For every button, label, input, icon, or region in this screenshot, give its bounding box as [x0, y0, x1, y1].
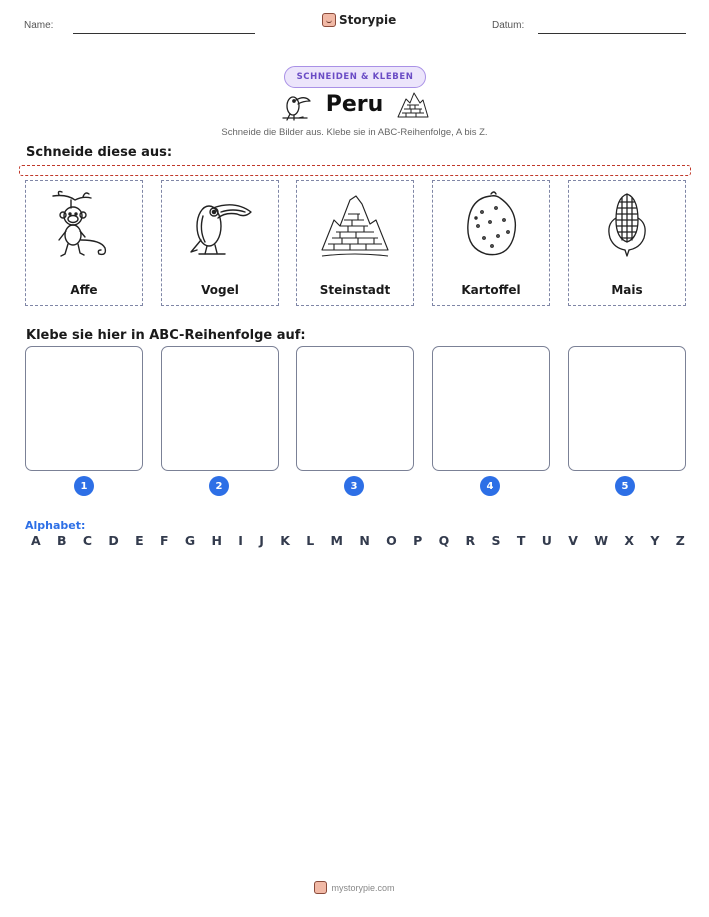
alphabet-letter: I	[238, 533, 243, 548]
footer	[0, 881, 709, 894]
paste-slot-5[interactable]	[568, 346, 686, 471]
cut-line	[19, 165, 691, 176]
alphabet-letter: R	[465, 533, 476, 548]
cut-section-heading: Schneide diese aus:	[26, 145, 173, 160]
alphabet-letter: M	[330, 533, 343, 548]
card-label: Mais	[611, 283, 643, 297]
paste-section-heading: Klebe sie hier in ABC-Reihenfolge auf:	[26, 328, 306, 343]
storypie-logo-icon	[322, 13, 336, 27]
alphabet-letter: Q	[438, 533, 450, 548]
date-field[interactable]	[538, 33, 686, 34]
alphabet-letter: N	[359, 533, 370, 548]
alphabet-letter: P	[413, 533, 423, 548]
brand-name: Storypie	[339, 13, 397, 27]
card-label: Steinstadt	[319, 283, 391, 297]
cut-card-kartoffel[interactable]	[432, 180, 550, 306]
activity-tag: SCHNEIDEN & KLEBEN	[284, 66, 426, 88]
alphabet-letter: V	[568, 533, 578, 548]
toucan-icon	[185, 190, 255, 262]
alphabet-letter: H	[211, 533, 222, 548]
name-field[interactable]	[73, 33, 255, 34]
alphabet-letter: K	[280, 533, 290, 548]
brand	[322, 13, 396, 27]
alphabet-letter: E	[135, 533, 144, 548]
alphabet-letter: L	[306, 533, 315, 548]
storypie-logo-icon	[314, 881, 327, 894]
page-title: Peru	[325, 92, 384, 117]
corn-icon	[592, 190, 662, 262]
potato-icon	[456, 190, 526, 262]
alphabet-letter: O	[386, 533, 397, 548]
cut-card-mais[interactable]	[568, 180, 686, 306]
alphabet-letter: J	[259, 533, 264, 548]
card-label: Vogel	[201, 283, 239, 297]
instructions: Schneide die Bilder aus. Klebe sie in ABC-Reihenfolge, A bis Z.	[221, 127, 488, 138]
date-label: Datum:	[492, 20, 525, 31]
alphabet-letter: Z	[675, 533, 685, 548]
monkey-icon	[49, 190, 119, 262]
slot-number: 2	[209, 476, 229, 496]
name-label: Name:	[24, 20, 54, 31]
alphabet-letter: Y	[650, 533, 660, 548]
alphabet-letter: G	[184, 533, 196, 548]
paste-slot-2[interactable]	[161, 346, 279, 471]
paste-slot-1[interactable]	[25, 346, 143, 471]
card-label: Kartoffel	[461, 283, 521, 297]
alphabet-letter: S	[491, 533, 501, 548]
slot-number: 5	[615, 476, 635, 496]
alphabet-letter: C	[82, 533, 93, 548]
cut-card-affe[interactable]	[25, 180, 143, 306]
footer-site: mystorypie.com	[331, 882, 395, 893]
paste-slot-4[interactable]	[432, 346, 550, 471]
alphabet-letter: U	[541, 533, 552, 548]
alphabet-row	[31, 533, 685, 548]
stone-city-icon	[396, 89, 430, 121]
slot-number: 4	[480, 476, 500, 496]
alphabet-letter: T	[516, 533, 526, 548]
card-label: Affe	[70, 283, 98, 297]
alphabet-letter: X	[624, 533, 634, 548]
slot-number: 1	[74, 476, 94, 496]
alphabet-letter: B	[57, 533, 67, 548]
cut-card-steinstadt[interactable]	[296, 180, 414, 306]
alphabet-letter: A	[31, 533, 41, 548]
alphabet-label: Alphabet:	[25, 519, 86, 532]
alphabet-letter: F	[159, 533, 169, 548]
paste-slot-3[interactable]	[296, 346, 414, 471]
alphabet-letter: D	[108, 533, 119, 548]
slot-number: 3	[344, 476, 364, 496]
cut-card-vogel[interactable]	[161, 180, 279, 306]
alphabet-letter: W	[594, 533, 609, 548]
stone-city-icon	[320, 190, 390, 262]
